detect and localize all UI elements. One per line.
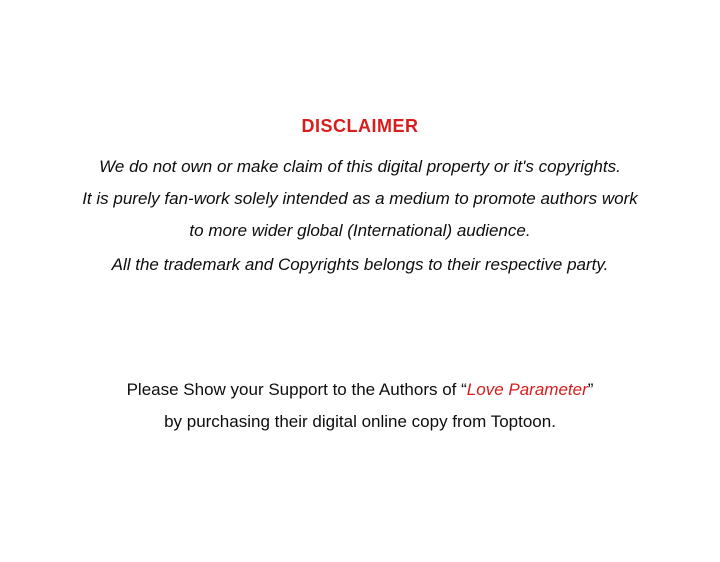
support-line-1-prefix: Please Show your Support to the Authors of “: [126, 380, 467, 399]
disclaimer-line-3: to more wider global (International) audience.: [189, 221, 531, 240]
disclaimer-paragraph: [0, 151, 720, 247]
disclaimer-line-2: It is purely fan-work solely intended as a medium to promote authors work: [82, 189, 638, 208]
disclaimer-line-1: We do not own or make claim of this digital property or it's copyrights.: [99, 157, 621, 176]
support-line-2: by purchasing their digital online copy from Toptoon.: [164, 412, 556, 431]
trademark-line: All the trademark and Copyrights belongs to their respective party.: [111, 255, 609, 274]
disclaimer-title: DISCLAIMER: [301, 116, 419, 136]
series-name: Love Parameter: [466, 380, 588, 399]
support-line-1: [0, 374, 720, 406]
support-message: [0, 374, 720, 438]
support-line-1-suffix: ”: [587, 380, 594, 399]
disclaimer-content: [0, 117, 720, 438]
